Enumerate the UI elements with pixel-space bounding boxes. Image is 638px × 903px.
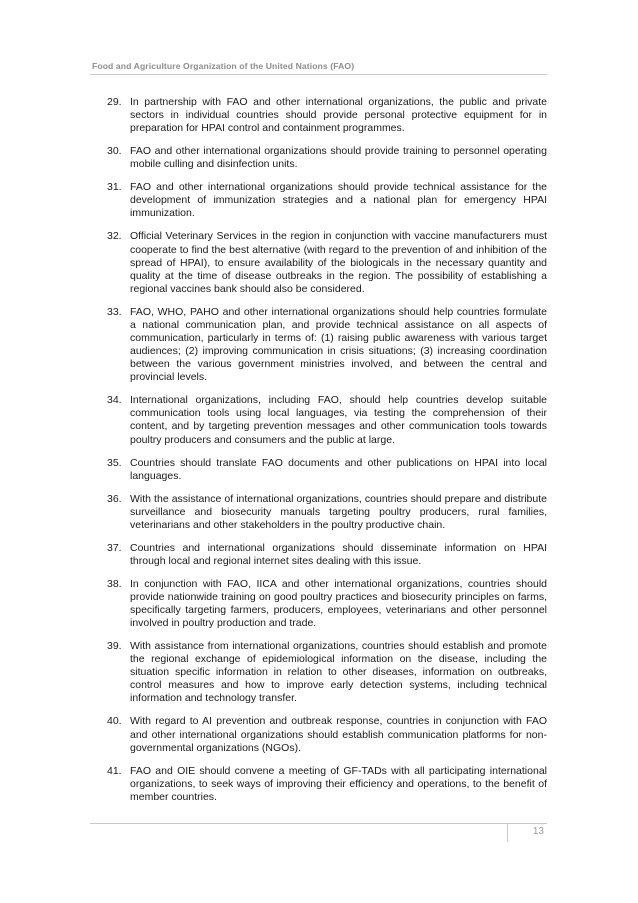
item-number: 29. (107, 96, 122, 108)
list-item (107, 765, 547, 804)
item-number: 39. (107, 640, 122, 653)
item-text: FAO and OIE should convene a meeting of GF-TADs with all participating international organizations, to seek ways of improving their efficiency and operations, to the benefit of member countries. (130, 764, 547, 803)
item-text: In conjunction with FAO, IICA and other international organizations, countries should provide nationwide training on good poultry practices and biosecurity principles on farms, specifically targeting farmers, producers, employees, veterinarians and other personnel involved in poultry production and trade. (130, 577, 547, 630)
item-text: FAO, WHO, PAHO and other international organizations should help countries formulate a national communication plan, and provide technical assistance on all aspects of communication, particularly in terms of: (1) raising public awareness with various target audiences; (2) improving communication in crisis situations; (3) increasing coordination between the various government ministries involved, and between the central and provincial levels. (130, 305, 547, 384)
item-number: 34. (107, 394, 122, 407)
item-number: 40. (107, 715, 122, 728)
item-text: With assistance from international organizations, countries should establish and promote the regional exchange of epidemiological information on the disease, including the situation specific information in relation to other diseases, information on outbreaks, control measures and how to improve early detection systems, including technical information and technology transfer. (130, 640, 547, 705)
item-text: With the assistance of international organizations, countries should prepare and distribute surveillance and biosecurity manuals targeting poultry producers, rural families, veterinarians and other stakeholders in the poultry productive chain. (130, 492, 547, 531)
list-item (107, 457, 547, 483)
item-text: FAO and other international organizations should provide training to personnel operating mobile culling and disinfection units. (130, 145, 547, 171)
list-item (107, 306, 547, 385)
running-header: Food and Agriculture Organization of the United Nations (FAO) (92, 61, 355, 71)
item-text: FAO and other international organizations should provide technical assistance for the development of immunization strategies and a national plan for emergency HPAI immunization. (130, 181, 547, 220)
list-item (107, 230, 547, 295)
item-text: Countries should translate FAO documents and other publications on HPAI into local languages. (130, 456, 547, 482)
recommendations-list (107, 96, 547, 814)
header-divider (90, 74, 547, 75)
list-item (107, 96, 547, 135)
item-text: In partnership with FAO and other international organizations, the public and private sectors in individual countries should provide personal protective equipment for in preparation for HPAI control and containment programmes. (130, 96, 547, 135)
item-number: 36. (107, 492, 122, 505)
item-text: Countries and international organizations should disseminate information on HPAI through local and regional internet sites dealing with this issue. (130, 541, 547, 567)
list-item (107, 715, 547, 754)
item-text: International organizations, including FAO, should help countries develop suitable communication tools using local languages, via testing the comprehension of their content, and by targeting prevention messages and other communication tools towards poultry producers and consumers and the public at large. (130, 394, 547, 446)
item-text: With regard to AI prevention and outbreak response, countries in conjunction with FAO and other international organizations should establish communication platforms for non-governmental organizations (NGOs). (130, 715, 547, 754)
item-number: 35. (107, 456, 122, 469)
page-number: 13 (532, 826, 544, 837)
list-item (107, 542, 547, 568)
footer-page-separator (507, 823, 508, 842)
list-item (107, 578, 547, 630)
footer-divider (90, 823, 547, 824)
list-item (107, 394, 547, 446)
list-item (107, 640, 547, 705)
item-number: 33. (107, 305, 122, 318)
item-text: Official Veterinary Services in the region in conjunction with vaccine manufacturers must cooperate to find the best alternative (with regard to the prevention of and inhibition of the spread of HPAI), to ensure availability of the biologicals in the necessary quantity and quality at the time of disease outbreaks in the region. The possibility of establishing a regional vaccines bank should also be considered. (130, 230, 547, 295)
list-item (107, 181, 547, 220)
item-number: 37. (107, 541, 122, 554)
item-number: 32. (107, 230, 122, 243)
list-item (107, 493, 547, 532)
item-number: 38. (107, 577, 122, 590)
item-number: 31. (107, 181, 122, 194)
item-number: 30. (107, 145, 122, 158)
item-number: 41. (107, 764, 122, 777)
list-item (107, 145, 547, 171)
